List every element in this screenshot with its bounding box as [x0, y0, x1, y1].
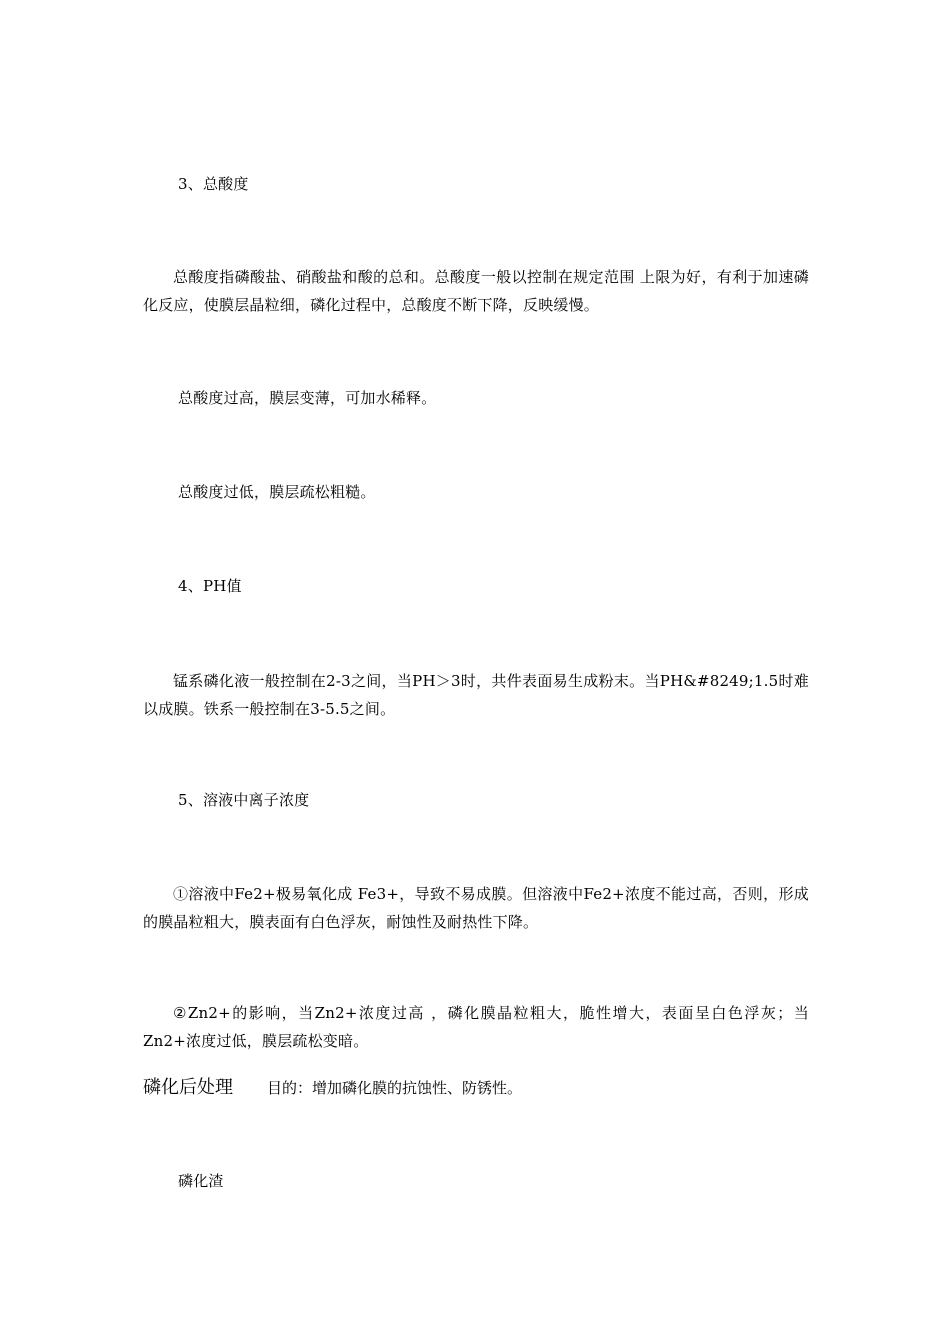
paragraph-total-acidity-definition: 总酸度指磷酸盐、硝酸盐和酸的总和。总酸度一般以控制在规定范围 上限为好，有利于加速磷化反应，使膜层晶粒细，磷化过程中，总酸度不断下降，反映缓慢。	[143, 268, 809, 314]
post-treatment-purpose: 目的：增加磷化膜的抗蚀性、防锈性。	[267, 1079, 523, 1097]
paragraph-total-acidity-low: 总酸度过低，膜层疏松粗糙。	[178, 483, 376, 501]
post-treatment-row	[143, 1076, 522, 1100]
paragraph-total-acidity-high: 总酸度过高，膜层变薄，可加水稀释。	[178, 389, 437, 407]
section-heading-total-acidity: 3、总酸度	[178, 175, 249, 193]
paragraph-fe-ion: ①溶液中Fe2+极易氧化成 Fe3+，导致不易成膜。但溶液中Fe2+浓度不能过高，否则，形成的膜晶粒粗大，膜表面有白色浮灰，耐蚀性及耐热性下降。	[143, 885, 809, 931]
paragraph-zn-ion: ②Zn2+的影响，当Zn2+浓度过高 ，磷化膜晶粒粗大，脆性增大，表面呈白色浮灰；当Zn2+浓度过低，膜层疏松变暗。	[143, 1004, 809, 1050]
section-heading-phosphating-slag: 磷化渣	[178, 1172, 224, 1190]
section-heading-ion-concentration: 5、溶液中离子浓度	[178, 791, 310, 809]
section-heading-ph-value: 4、PH值	[178, 577, 242, 595]
paragraph-ph-control: 锰系磷化液一般控制在2-3之间，当PH＞3时，共件表面易生成粉末。当PH&#8249;1.5时难以成膜。铁系一般控制在3-5.5之间。	[143, 672, 809, 718]
section-heading-post-treatment: 磷化后处理	[143, 1077, 233, 1098]
